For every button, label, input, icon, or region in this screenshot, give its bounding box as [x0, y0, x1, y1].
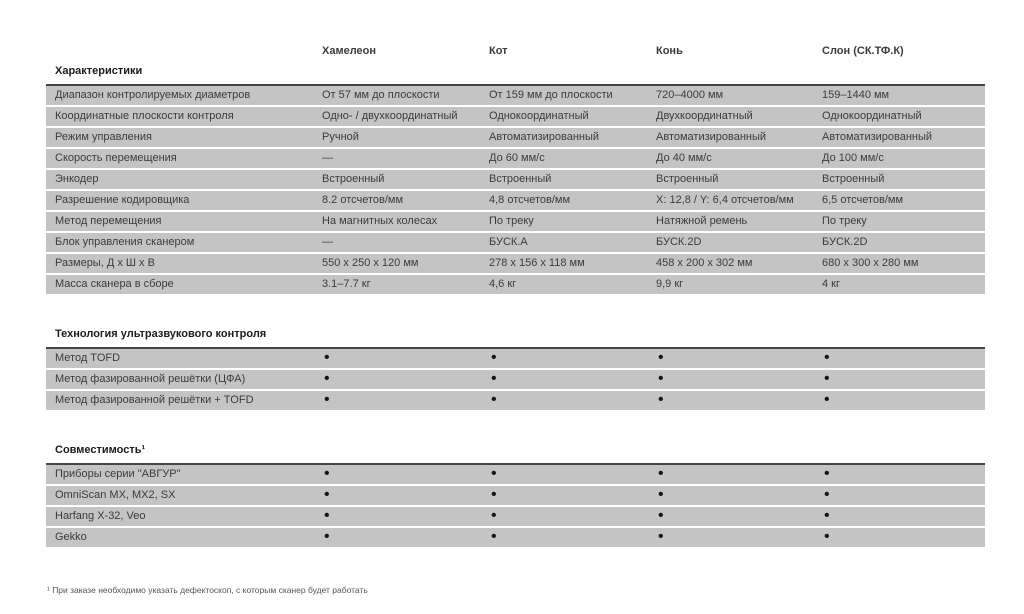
section-rows — [46, 347, 985, 410]
row-label: Разрешение кодировщика — [55, 194, 190, 206]
table-section — [46, 328, 985, 410]
row-value: 6,5 отсчетов/мм — [822, 194, 904, 206]
row-value: До 100 мм/с — [822, 152, 884, 164]
table-row — [46, 212, 985, 231]
row-value: До 40 мм/с — [656, 152, 712, 164]
row-label: Harfang X-32, Veo — [55, 510, 146, 522]
table-section — [46, 65, 985, 294]
product-header-row — [46, 42, 985, 55]
feature-bullet: • — [824, 465, 830, 482]
row-label: Блок управления сканером — [55, 236, 195, 248]
row-label: Метод TOFD — [55, 352, 121, 364]
row-label: Размеры, Д х Ш х В — [55, 257, 155, 269]
feature-bullet: • — [824, 370, 830, 387]
row-value: Двухкоординатный — [656, 110, 753, 122]
row-value: — — [322, 236, 333, 248]
feature-bullet: • — [658, 528, 664, 545]
row-value: 159–1440 мм — [822, 89, 890, 101]
feature-bullet: • — [658, 465, 664, 482]
table-row — [46, 233, 985, 252]
feature-bullet: • — [491, 349, 497, 366]
table-row — [46, 191, 985, 210]
feature-bullet: • — [824, 528, 830, 545]
row-value: 680 x 300 x 280 мм — [822, 257, 919, 269]
row-label: Метод фазированной решётки + TOFD — [55, 394, 254, 406]
row-value: Автоматизированный — [822, 131, 933, 143]
row-value: Натяжной ремень — [656, 215, 748, 227]
row-value: 9,9 кг — [656, 278, 684, 290]
product-column-header: Конь — [656, 45, 683, 57]
row-label: Gekko — [55, 531, 87, 543]
feature-bullet: • — [658, 370, 664, 387]
row-value: Однокоординатный — [822, 110, 922, 122]
feature-bullet: • — [324, 370, 330, 387]
feature-bullet: • — [658, 486, 664, 503]
feature-bullet: • — [824, 507, 830, 524]
row-label: Координатные плоскости контроля — [55, 110, 234, 122]
feature-bullet: • — [824, 486, 830, 503]
feature-bullet: • — [324, 349, 330, 366]
row-label: Диапазон контролируемых диаметров — [55, 89, 251, 101]
table-row — [46, 465, 985, 484]
table-row — [46, 275, 985, 294]
row-value: БУСК.2D — [822, 236, 868, 248]
row-value: Одно- / двухкоординатный — [322, 110, 458, 122]
row-value: Встроенный — [822, 173, 885, 185]
product-column-header: Слон (СК.ТФ.К) — [822, 45, 904, 57]
section-rows — [46, 84, 985, 294]
row-value: БУСК.А — [489, 236, 528, 248]
row-value: X: 12,8 / Y: 6,4 отсчетов/мм — [656, 194, 794, 206]
section-rows — [46, 463, 985, 547]
row-value: — — [322, 152, 333, 164]
table-row — [46, 391, 985, 410]
row-value: До 60 мм/с — [489, 152, 545, 164]
section-title: Характеристики — [55, 65, 143, 77]
row-value: 550 x 250 x 120 мм — [322, 257, 419, 269]
table-row — [46, 107, 985, 126]
feature-bullet: • — [491, 391, 497, 408]
row-value: Автоматизированный — [489, 131, 600, 143]
row-label: Метод фазированной решётки (ЦФА) — [55, 373, 246, 385]
feature-bullet: • — [824, 391, 830, 408]
row-value: 3.1–7.7 кг — [322, 278, 371, 290]
row-label: OmniScan MX, MX2, SX — [55, 489, 176, 501]
table-row — [46, 528, 985, 547]
feature-bullet: • — [491, 465, 497, 482]
row-value: Автоматизированный — [656, 131, 767, 143]
row-value: По треку — [822, 215, 867, 227]
row-value: 458 x 200 x 302 мм — [656, 257, 753, 269]
row-label: Приборы серии "АВГУР" — [55, 468, 181, 480]
feature-bullet: • — [491, 486, 497, 503]
row-value: От 159 мм до плоскости — [489, 89, 613, 101]
feature-bullet: • — [491, 370, 497, 387]
feature-bullet: • — [658, 391, 664, 408]
footnote: ¹ При заказе необходимо указать дефектоскоп, с которым сканер будет работать — [47, 585, 368, 595]
row-value: Встроенный — [489, 173, 552, 185]
section-title: Совместимость¹ — [55, 444, 146, 456]
feature-bullet: • — [658, 349, 664, 366]
row-value: 278 x 156 x 118 мм — [489, 257, 585, 269]
section-title: Технология ультразвукового контроля — [55, 328, 267, 340]
row-value: Ручной — [322, 131, 359, 143]
feature-bullet: • — [824, 349, 830, 366]
table-row — [46, 86, 985, 105]
row-value: Однокоординатный — [489, 110, 589, 122]
comparison-table — [46, 36, 985, 547]
table-row — [46, 128, 985, 147]
table-row — [46, 170, 985, 189]
row-value: Встроенный — [656, 173, 719, 185]
header-spacer — [46, 42, 322, 61]
feature-bullet: • — [491, 528, 497, 545]
feature-bullet: • — [324, 391, 330, 408]
feature-bullet: • — [324, 528, 330, 545]
product-column-header: Кот — [489, 45, 508, 57]
row-value: 720–4000 мм — [656, 89, 724, 101]
feature-bullet: • — [658, 507, 664, 524]
row-value: БУСК.2D — [656, 236, 702, 248]
table-row — [46, 349, 985, 368]
product-column-header: Хамелеон — [322, 45, 377, 57]
row-label: Скорость перемещения — [55, 152, 177, 164]
feature-bullet: • — [324, 507, 330, 524]
table-row — [46, 149, 985, 168]
row-label: Масса сканера в сборе — [55, 278, 174, 290]
row-value: 4,6 кг — [489, 278, 517, 290]
feature-bullet: • — [324, 486, 330, 503]
table-row — [46, 486, 985, 505]
row-value: 8.2 отсчетов/мм — [322, 194, 404, 206]
table-row — [46, 507, 985, 526]
feature-bullet: • — [324, 465, 330, 482]
row-label: Режим управления — [55, 131, 152, 143]
row-value: 4,8 отсчетов/мм — [489, 194, 571, 206]
table-row — [46, 370, 985, 389]
table-section — [46, 444, 985, 547]
row-value: Встроенный — [322, 173, 385, 185]
row-value: По треку — [489, 215, 534, 227]
row-value: От 57 мм до плоскости — [322, 89, 440, 101]
table-row — [46, 254, 985, 273]
row-value: На магнитных колесах — [322, 215, 438, 227]
row-label: Энкодер — [55, 173, 99, 185]
row-value: 4 кг — [822, 278, 840, 290]
row-label: Метод перемещения — [55, 215, 162, 227]
feature-bullet: • — [491, 507, 497, 524]
